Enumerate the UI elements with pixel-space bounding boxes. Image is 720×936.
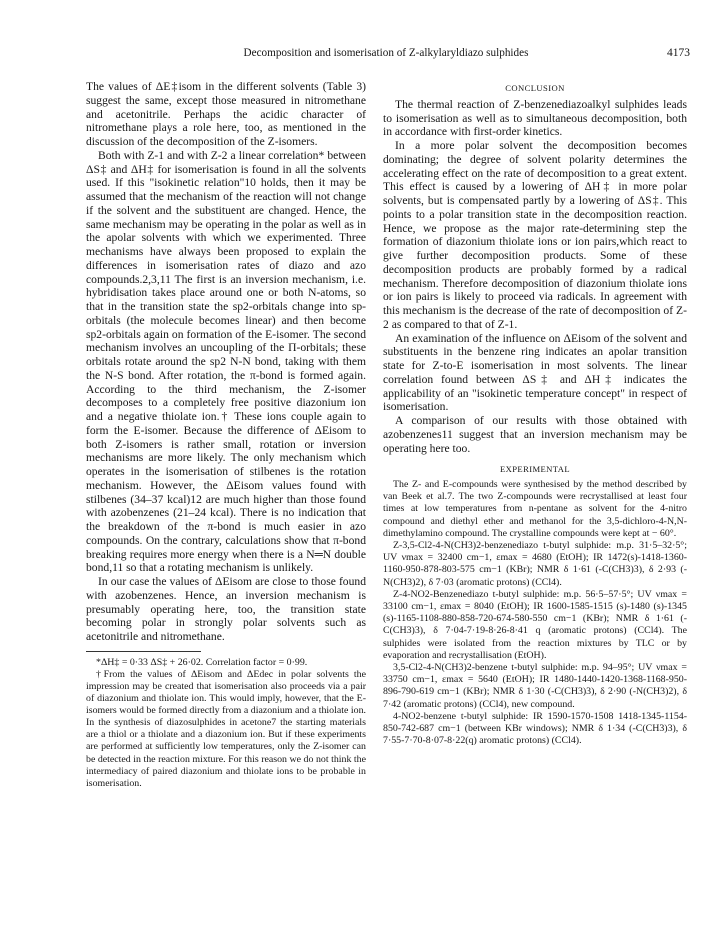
footnote-divider <box>86 651 201 652</box>
experimental-paragraph: Z-4-NO2-Benzenediazo t-butyl sulphide: m.p. 56·5–57·5°; UV νmax = 33100 cm−1, εmax = 8040 (EtOH); IR 1600-1585-1515 (s)-1480 (s)-1345 (s)-1165-1108-880-858-720-674-580-550 cm−1 (KBr); NMR δ 1·61 (-C(CH3)3), δ 7·04-7·19-8·26-8·41 q (aromatic protons) (CCl4). The sulphides were isolated from the reaction mixtures by TLC or by evaporation and recrystallisation (EtOH). <box>383 588 687 661</box>
body-paragraph: In our case the values of ΔEisom are close to those found with azobenzenes. Hence, an inversion mechanism is presumably operating here, too, the transition state becoming polar in strongly polar solvents such as acetonitrile and nitromethane. <box>86 575 366 643</box>
conclusion-heading: CONCLUSION <box>505 83 565 93</box>
body-paragraph: The values of ΔE‡isom in the different solvents (Table 3) suggest the same, except those measured in nitromethane and acetonitrile. Perhaps the acidic character of nitromethane plays a role here, too, as mentioned in the discussion of the decomposition of the Z-isomers. <box>86 80 366 148</box>
page-number: 4173 <box>667 47 690 59</box>
experimental-section <box>383 479 687 747</box>
body-paragraph: In a more polar solvent the decomposition becomes dominating; the degree of solvent polarity determines the accelerating effect on the rate of decomposition to a great extent. This effect is caused by a lowering of ΔH‡ in more polar solvents, but is compensated partly by a lowering of ΔS‡. This points to a polar transition state in the decomposition reaction. Hence, we propose as the major rate-determining step the formation of diazonium thiolate ions or ion pairs,which react to give further decomposition products. Some of these decomposition products are probably formed by a radical mechanism. Therefore decomposition of diazonium thiolate ions or ion pairs is likely to proceed via radicals. In agreement with this mechanism is the decrease of the rate of decomposition of Z-2 as compared to that of Z-1. <box>383 139 687 331</box>
footnotes <box>86 657 366 790</box>
body-paragraph: The thermal reaction of Z-benzenediazoalkyl sulphides leads to isomerisation as well as to simultaneous decomposition, both in accordance with first-order kinetics. <box>383 97 687 139</box>
experimental-paragraph: 4-NO2-benzene t-butyl sulphide: IR 1590-1570-1508 1418-1345-1154-850-742-687 cm−1 (between KBr windows); NMR δ 1·34 (-C(CH3)3), δ 7·55-7·70-8·07-8·22(q) aromatic protons) (CCl4). <box>383 710 687 747</box>
left-column <box>86 80 366 790</box>
body-paragraph: An examination of the influence on ΔEisom of the solvent and substituents in the benzene ring indicates an apolar transition state for Z-to-E isomerisation in most solvents. The linear correlation found between ΔS‡ and ΔH‡ indicates the applicability of an "isokinetic temperature concept" in respect of isomerisation. <box>383 331 687 414</box>
body-paragraph: A comparison of our results with those obtained with azobenzenes11 suggest that an inversion mechanism may be operating here too. <box>383 414 687 455</box>
experimental-paragraph: The Z- and E-compounds were synthesised by the method described by van Beek et al.7. The two Z-compounds were recrystallised at least four times at low temperatures from n-pentane as solvent for the 4-nitro compound and diethyl ether and methanol for the 3,5-dichloro-4-N,N- dimethylamino compound. The crystalline compounds were kept at − 60°. <box>383 479 687 539</box>
footnote: †From the values of ΔEisom and ΔEdec in polar solvents the impression may be created that isomerisation also proceeds via a pair of diazonium and thiolate ion. This would imply, however, that the E-isomers would be formed directly from a diazonium and a thiolate ion. In the synthesis of diazosulphides in acetone7 the starting materials are a thiol or a thiolate and a diazonium ion. But if these experiments are performed at sufficiently low temperatures, only the Z-isomer can be detected in the reaction mixture. For this reason we do not think the intermediacy of paired diazonium and thiolate ions to be probable in isomerisation. <box>86 668 366 789</box>
body-paragraph: Both with Z-1 and with Z-2 a linear correlation* between ΔS‡ and ΔH‡ for isomerisation is found in all the solvents used. If this "isokinetic relation"10 holds, then it may be assumed that the mechanism of the reaction will not change if the solvent and the substituent are changed. Hence, the same mechanism may be operating in the polar as well as in the apolar solvents with which we experimented. Three mechanisms have always been proposed to explain the differences in isomerisation rates of diazo and azo compounds.2,3,11 The first is an inversion mechanism, i.e. hybridisation takes place around one or both N-atoms, so that in the transition state the sp2-orbitals change into sp-orbitals (the molecule becomes linear) and then become sp2-orbitals again on formation of the E-isomer. The second mechanism involves an uncoupling of the Π-orbitals; these orbitals rotate around the sp2 N-N bond, taking with them the N-S bond. After rotation, the π-bond is formed again. According to the third mechanism, the Z-isomer decomposes to a completely free positive diazonium ion and a negative thiolate ion.† These ions couple again to form the E-isomer. Because the difference of ΔEisom to both Z-isomers is rather small, rotation or inversion mechanisms are more likely. The only mechanism which operates in the isomerisation of stilbenes is the rotation mechanism. However, the ΔEisom values found with stilbenes (34–37 kcal)12 are much higher than those found with azobenzenes (21–24 kcal). There is no indication that the breakdown of the π-bond is much easier in azo compounds. On the contrary, calculations show that π-bond breaking requires more energy when there is a N═N double bond,11 so that a rotating mechanism is unlikely. <box>86 148 366 575</box>
experimental-paragraph: 3,5-Cl2-4-N(CH3)2-benzene t-butyl sulphide: m.p. 94–95°; UV νmax = 33750 cm−1, εmax = 5640 (EtOH); IR 1480-1440-1420-1368-1168-950-896-790-619 cm−1 (KBr); NMR δ 1·30 (-C(CH3)3), δ 2·90 (-N(CH3)2), δ 7·42 (aromatic protons) (CCl4), new compound. <box>383 662 687 710</box>
footnote: *ΔH‡ = 0·33 ΔS‡ + 26·02. Correlation factor = 0·99. <box>96 656 308 668</box>
experimental-paragraph: Z-3,5-Cl2-4-N(CH3)2-benzenediazo t-butyl sulphide: m.p. 31·5–32·5°; UV νmax = 32400 cm−1, εmax = 4680 (EtOH); IR 1472(s)-1418-1360-1160-950-878-803-575 cm−1 (KBr); NMR δ 1·61 (-C(CH3)3), δ 2·93 (-N(CH3)2), δ 7·03 (aromatic protons) (CCl4). <box>383 540 687 588</box>
experimental-heading: EXPERIMENTAL <box>500 464 570 475</box>
running-title: Decomposition and isomerisation of Z-alkylaryldiazo sulphides <box>243 47 529 59</box>
right-column <box>383 80 687 747</box>
